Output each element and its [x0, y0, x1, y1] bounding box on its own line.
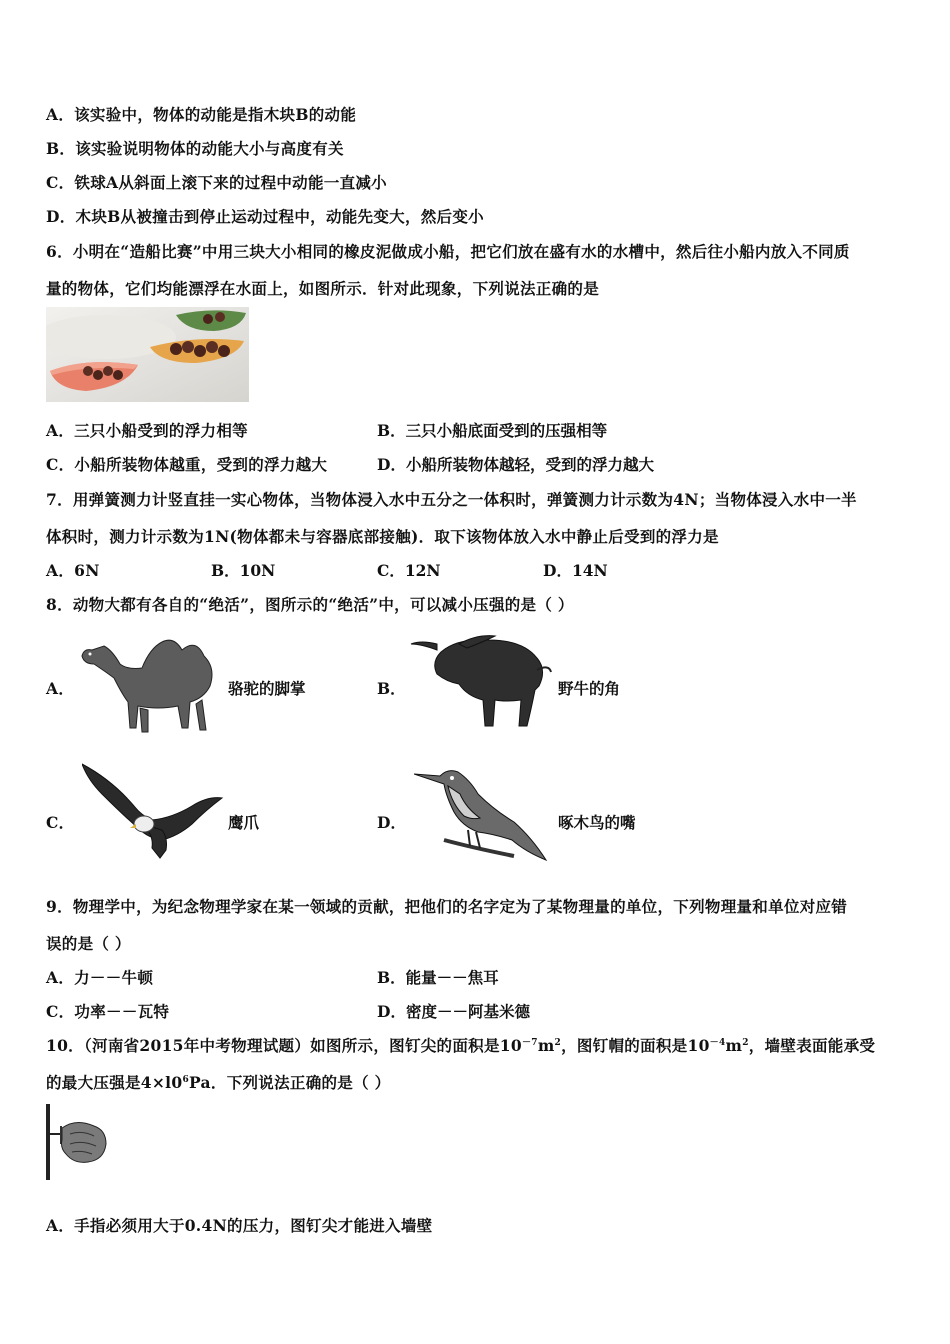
bison-image [407, 630, 552, 734]
eagle-image [82, 760, 224, 864]
q10-stem-line2: 的最大压强是$4\times l0^6Pa$．下列说法正确的是（ ） [46, 1073, 391, 1092]
q5-option-c: C．铁球A从斜面上滚下来的过程中动能一直减小 [46, 173, 387, 192]
q7-stem-line1: 7．用弹簧测力计竖直挂一实心物体，当物体浸入水中五分之一体积时，弹簧测力计示数为4N；当物体浸入水中一半 [46, 490, 857, 509]
q8-option-d-letter: D． [377, 813, 406, 832]
q7-stem-line2: 体积时，测力计示数为1N(物体都未与容器底部接触)．取下该物体放入水中静止后受到的浮力是 [46, 527, 719, 546]
q9-option-a: A．力－－牛顿 [46, 968, 154, 987]
q7-option-a: A．6N [46, 561, 100, 580]
thumbtack-wall-image [46, 1104, 110, 1180]
q7-option-b: B．10N [211, 561, 276, 580]
q5-option-a: A．该实验中，物体的动能是指木块B的动能 [46, 105, 357, 124]
camel-image [78, 628, 223, 736]
q8-option-c-letter: C． [46, 813, 75, 832]
q8-option-b-letter: B． [377, 679, 406, 698]
woodpecker-image [414, 760, 549, 864]
q6-option-a: A．三只小船受到的浮力相等 [46, 421, 248, 440]
q8-option-c-text: 鹰爪 [228, 813, 260, 832]
q6-stem-line2: 量的物体，它们均能漂浮在水面上，如图所示．针对此现象，下列说法正确的是 [46, 279, 600, 298]
q5-option-d: D．木块B从被撞击到停止运动过程中，动能先变大，然后变小 [46, 207, 484, 226]
q8-option-d-text: 啄木鸟的嘴 [558, 813, 636, 832]
q8-option-a-text: 骆驼的脚掌 [228, 679, 306, 698]
q9-option-b: B．能量－－焦耳 [377, 968, 499, 987]
q6-option-c: C．小船所装物体越重，受到的浮力越大 [46, 455, 328, 474]
q8-stem: 8．动物大都有各自的“绝活”，图所示的“绝活”中，可以减小压强的是（ ） [46, 595, 574, 614]
q6-option-b: B．三只小船底面受到的压强相等 [377, 421, 608, 440]
q5-option-b: B．该实验说明物体的动能大小与高度有关 [46, 139, 344, 158]
q9-stem-line1: 9．物理学中，为纪念物理学家在某一领域的贡献，把他们的名字定为了某物理量的单位，下列物理量和单位对应错 [46, 897, 848, 916]
q8-option-a-letter: A． [46, 679, 75, 698]
q9-option-c: C．功率－－瓦特 [46, 1002, 170, 1021]
q9-stem-line2: 误的是（ ） [46, 934, 131, 953]
q6-stem-line1: 6．小明在“造船比赛”中用三块大小相同的橡皮泥做成小船，把它们放在盛有水的水槽中，然后往小船内放入不同质 [46, 242, 850, 261]
q7-option-d: D．14N [543, 561, 608, 580]
q10-option-a: A．手指必须用大于0.4N的压力，图钉尖才能进入墙壁 [46, 1216, 433, 1235]
q6-option-d: D．小船所装物体越轻，受到的浮力越大 [377, 455, 654, 474]
q8-option-b-text: 野牛的角 [558, 679, 621, 698]
q7-option-c: C．12N [377, 561, 441, 580]
q10-stem-line1: 10．（河南省2015年中考物理试题）如图所示，图钉尖的面积是$10^{-7}m^2$，图钉帽的面积是$10^{-4}m^2$，墙壁表面能承受 [46, 1036, 876, 1055]
q9-option-d: D．密度－－阿基米德 [377, 1002, 530, 1021]
clay-boats-photo [46, 307, 249, 402]
